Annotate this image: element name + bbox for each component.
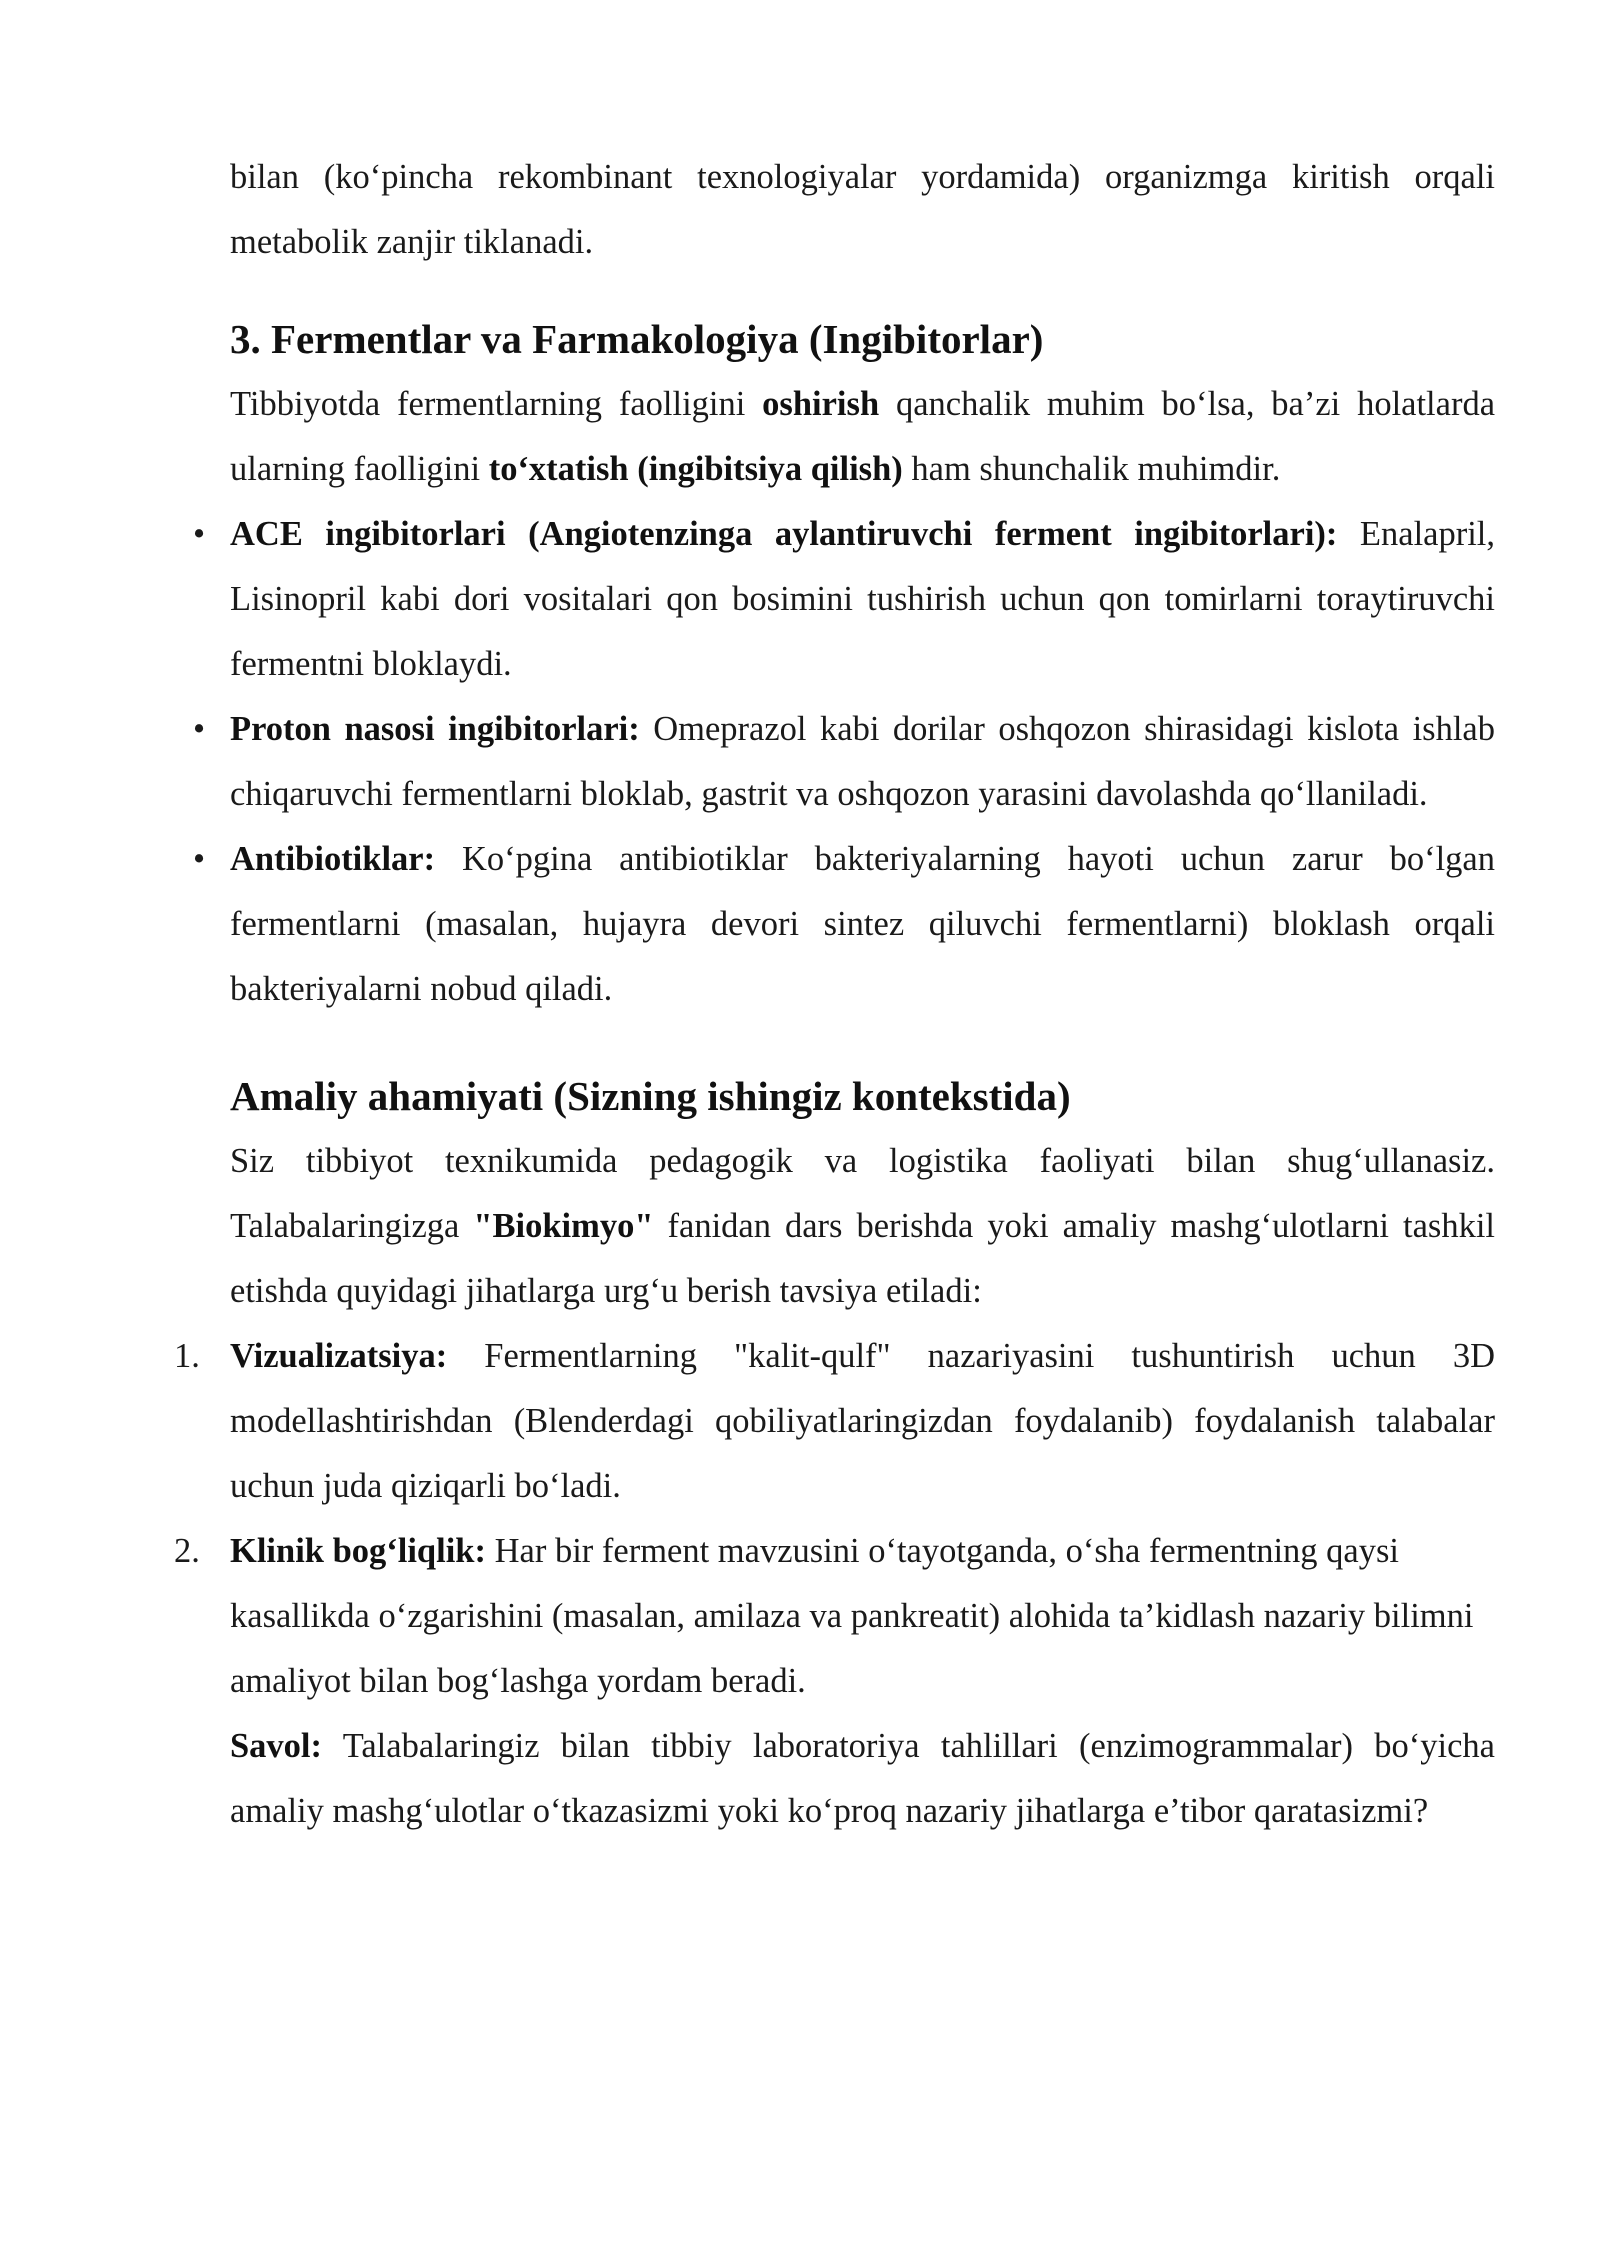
question-text: Talabalaringiz bilan tibbiy laboratoriya tahlillari (enzimogrammalar) bo‘yicha amaliy mashg‘ulotlar o‘tkazasizmi yoki ko‘proq nazariy jihatlarga e’tibor qaratasizmi?	[230, 1727, 1495, 1830]
para-text: qanchalik muhim bo‘lsa, ba’zi holatlarda ularning faolligini	[230, 385, 1496, 488]
section-heading-amaliy-ahamiyati: Amaliy ahamiyati (Sizning ishingiz kontekstida)	[230, 1073, 1071, 1119]
list-item-ace-inhibitors	[192, 502, 1496, 697]
para-text: fanidan dars berishda yoki amaliy mashg‘ulotlarni tashkil etishda quyidagi jihatlarga urg‘u berish tavsiya etiladi:	[230, 1207, 1496, 1310]
recommendation-numbered-list	[174, 1324, 1495, 1714]
question-label: Savol:	[230, 1727, 323, 1765]
bullet-marker: •	[192, 515, 206, 553]
list-item-text: Ko‘pgina antibiotiklar bakteriyalarning hayoti uchun zarur bo‘lgan fermentlarni (masalan, hujayra devori sintez qiluvchi fermentlarni) bloklash orqali bakteriyalarni nobud qiladi.	[230, 840, 1495, 1008]
list-item-title: Proton nasosi ingibitorlari:	[230, 710, 640, 748]
para-text: Siz tibbiyot texnikumida pedagogik va logistika faoliyati bilan shug‘ullanasiz. Talabalaringizga	[230, 1142, 1495, 1245]
list-item-text: Omeprazol kabi dorilar oshqozon shirasidagi kislota ishlab chiqaruvchi fermentlarni bloklab, gastrit va oshqozon yarasini davolashda qo‘llaniladi.	[230, 710, 1495, 813]
para-bold-toxtatish: to‘xtatish (ingibitsiya qilish)	[488, 450, 903, 488]
list-item-title: ACE ingibitorlari (Angiotenzinga aylantiruvchi ferment ingibitorlari):	[230, 515, 1338, 553]
inhibitor-bullet-list	[192, 502, 1496, 1022]
practical-intro-paragraph	[230, 1129, 1495, 1324]
list-item-text: Enalapril, Lisinopril kabi dori vositalari qon bosimini tushirish uchun qon tomirlarni toraytiruvchi fermentni bloklaydi.	[230, 515, 1496, 683]
list-item-antibiotics	[192, 827, 1495, 1022]
list-item-title: Klinik bog‘liqlik:	[230, 1532, 486, 1570]
list-number: 1.	[174, 1337, 200, 1375]
list-item-title: Antibiotiklar:	[230, 840, 436, 878]
question-paragraph	[230, 1714, 1495, 1844]
para-bold-oshirish: oshirish	[762, 385, 880, 423]
document-page	[174, 145, 1496, 1844]
list-item-title: Vizualizatsiya:	[230, 1337, 448, 1375]
intro-paragraph: bilan (ko‘pincha rekombinant texnologiyalar yordamida) organizmga kiritish orqali metabolik zanjir tiklanadi.	[230, 158, 1495, 261]
list-item-klinik-bogliqlik	[174, 1519, 1515, 1714]
para-text: ham shunchalik muhimdir.	[902, 450, 1281, 488]
list-item-text: Fermentlarning "kalit-qulf" nazariyasini tushuntirish uchun 3D modellashtirishdan (Blenderdagi qobiliyatlaringizdan foydalanib) foydalanish talabalar uchun juda qiziqarli bo‘ladi.	[230, 1337, 1495, 1505]
section-intro-paragraph	[230, 372, 1495, 502]
section-heading-fermentlar-farmakologiya: 3. Fermentlar va Farmakologiya (Ingibitorlar)	[230, 316, 1044, 362]
bullet-marker: •	[192, 710, 206, 748]
bullet-marker: •	[192, 840, 206, 878]
para-text: Tibbiyotda fermentlarning faolligini	[230, 385, 763, 423]
para-bold-biokimyo: "Biokimyo"	[473, 1207, 654, 1245]
list-item-proton-pump-inhibitors	[192, 697, 1495, 827]
list-item-text: Har bir ferment mavzusini o‘tayotganda, o‘sha fermentning qaysi kasallikda o‘zgarishini (masalan, amilaza va pankreatit) alohida ta’kidlash nazariy bilimni amaliyot bilan bog‘lashga yordam beradi.	[230, 1532, 1474, 1700]
list-item-vizualizatsiya	[174, 1324, 1495, 1519]
list-number: 2.	[174, 1532, 200, 1570]
